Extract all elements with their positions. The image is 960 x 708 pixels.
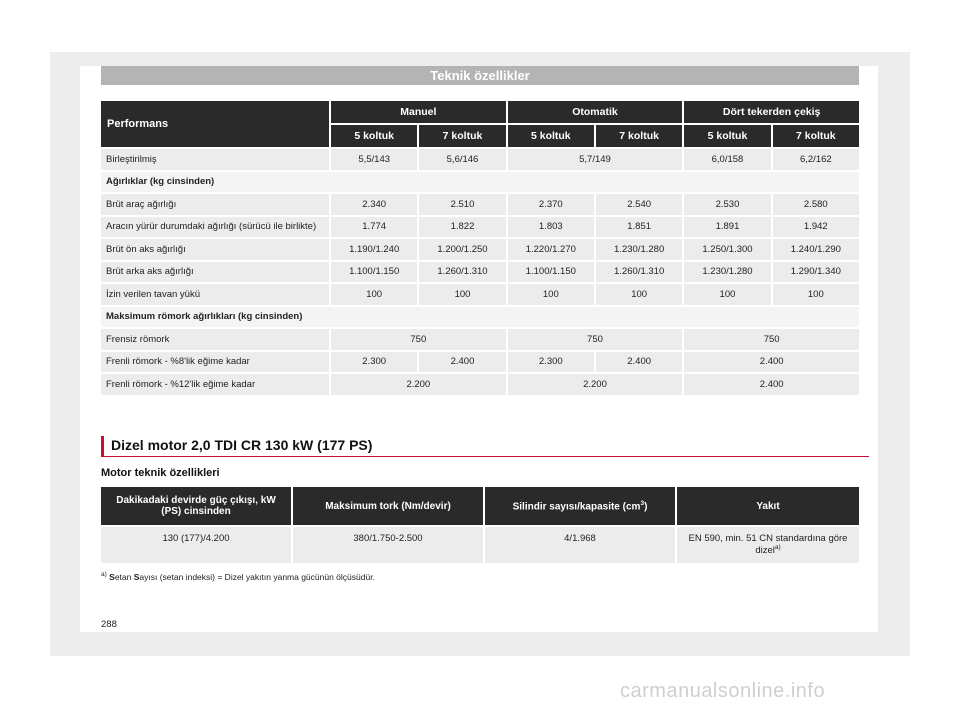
cell: 100 <box>331 284 417 305</box>
table-row <box>101 352 859 373</box>
header-cylinders-close: ) <box>644 501 648 513</box>
table-row <box>101 217 859 238</box>
cell: 5,5/143 <box>331 149 417 170</box>
table-row <box>101 527 859 563</box>
row-label: Brüt ön aks ağırlığı <box>101 239 329 260</box>
cell-fuel <box>677 527 859 563</box>
footnote-text: ayısı (setan indeksi) = Dizel yakıtın yanma gücünün ölçüsüdür. <box>139 571 375 582</box>
cell: 1.942 <box>773 217 859 238</box>
cell: 1.100/1.150 <box>331 262 417 283</box>
cell: 6,0/158 <box>684 149 770 170</box>
header-fuel: Yakıt <box>677 487 859 525</box>
cell: 100 <box>684 284 770 305</box>
header-torque: Maksimum tork (Nm/devir) <box>293 487 483 525</box>
performance-table <box>99 99 861 397</box>
cell: 1.190/1.240 <box>331 239 417 260</box>
cell: 1.822 <box>419 217 505 238</box>
cell: 1.250/1.300 <box>684 239 770 260</box>
cell: 750 <box>684 329 859 350</box>
engine-heading: Dizel motor 2,0 TDI CR 130 kW (177 PS) <box>101 436 869 457</box>
table-row <box>101 262 859 283</box>
cell: 1.290/1.340 <box>773 262 859 283</box>
row-label: Frenli römork - %12'lik eğime kadar <box>101 374 329 395</box>
cell: 2.510 <box>419 194 505 215</box>
row-label: Aracın yürür durumdaki ağırlığı (sürücü ile birlikte) <box>101 217 329 238</box>
sub-header: 7 koltuk <box>773 125 859 147</box>
cell: 2.400 <box>684 352 859 373</box>
table-row <box>101 307 859 328</box>
row-label: Birleştirilmiş <box>101 149 329 170</box>
cell: 1.230/1.280 <box>684 262 770 283</box>
cell: 2.200 <box>331 374 506 395</box>
row-label: Brüt arka aks ağırlığı <box>101 262 329 283</box>
cell: 1.891 <box>684 217 770 238</box>
cell: 380/1.750-2.500 <box>293 527 483 563</box>
sub-header: 5 koltuk <box>508 125 594 147</box>
cell: 5,7/149 <box>508 149 683 170</box>
cell: 1.200/1.250 <box>419 239 505 260</box>
cell: 2.540 <box>596 194 682 215</box>
row-label: Frenli römork - %8'lik eğime kadar <box>101 352 329 373</box>
group-header-manual: Manuel <box>331 101 506 123</box>
cell: 2.400 <box>419 352 505 373</box>
header-cylinders <box>485 487 675 525</box>
cell: 2.400 <box>684 374 859 395</box>
cell: 2.300 <box>331 352 417 373</box>
cell: 2.370 <box>508 194 594 215</box>
superscript: 3 <box>640 499 645 507</box>
cell: 2.200 <box>508 374 683 395</box>
engine-table <box>99 485 861 565</box>
cell: 1.220/1.270 <box>508 239 594 260</box>
table-row <box>101 172 859 193</box>
footnote-ref: a) <box>774 544 781 551</box>
sub-header: 5 koltuk <box>331 125 417 147</box>
header-power: Dakikadaki devirde güç çıkışı, kW (PS) cinsinden <box>101 487 291 525</box>
table-row <box>101 194 859 215</box>
cell: 1.230/1.280 <box>596 239 682 260</box>
row-label: İzin verilen tavan yükü <box>101 284 329 305</box>
cell: 1.851 <box>596 217 682 238</box>
table-row <box>101 149 859 170</box>
group-header-4wd: Dört tekerden çekiş <box>684 101 859 123</box>
footnote-mark: a) <box>101 571 107 578</box>
cell: 2.400 <box>596 352 682 373</box>
sub-header: 7 koltuk <box>596 125 682 147</box>
cell: 2.530 <box>684 194 770 215</box>
table-row <box>101 329 859 350</box>
cell: 2.300 <box>508 352 594 373</box>
cell: 1.803 <box>508 217 594 238</box>
sub-header: 5 koltuk <box>684 125 770 147</box>
cell: 1.240/1.290 <box>773 239 859 260</box>
cell: 1.260/1.310 <box>419 262 505 283</box>
table-row <box>101 284 859 305</box>
watermark: carmanualsonline.info <box>620 680 826 702</box>
section-label-weights: Ağırlıklar (kg cinsinden) <box>101 172 859 193</box>
cell: 100 <box>419 284 505 305</box>
group-header-automatic: Otomatik <box>508 101 683 123</box>
footnote-bold: S <box>133 571 140 582</box>
row-label: Frensiz römork <box>101 329 329 350</box>
table-row <box>101 374 859 395</box>
footnote-text: etan <box>114 571 134 582</box>
row-label: Brüt araç ağırlığı <box>101 194 329 215</box>
corner-header: Performans <box>101 101 329 147</box>
cell: 750 <box>508 329 683 350</box>
fuel-text: EN 590, min. 51 CN standardına göre dizel <box>688 533 848 557</box>
engine-subheading: Motor teknik özellikleri <box>101 467 220 479</box>
cell: 6,2/162 <box>773 149 859 170</box>
cell: 100 <box>773 284 859 305</box>
cell: 2.580 <box>773 194 859 215</box>
table-row <box>101 239 859 260</box>
cell: 750 <box>331 329 506 350</box>
cell: 4/1.968 <box>485 527 675 563</box>
page-number: 288 <box>101 619 117 630</box>
section-header: Teknik özellikler <box>101 66 859 85</box>
cell: 5,6/146 <box>419 149 505 170</box>
cell: 1.774 <box>331 217 417 238</box>
section-label-trailer: Maksimum römork ağırlıkları (kg cinsinden) <box>101 307 859 328</box>
header-cylinders-text: Silindir sayısı/kapasite (cm <box>512 501 641 513</box>
footnote <box>101 571 375 582</box>
cell: 2.340 <box>331 194 417 215</box>
cell: 1.100/1.150 <box>508 262 594 283</box>
cell: 100 <box>508 284 594 305</box>
cell: 1.260/1.310 <box>596 262 682 283</box>
cell: 100 <box>596 284 682 305</box>
sub-header: 7 koltuk <box>419 125 505 147</box>
cell: 130 (177)/4.200 <box>101 527 291 563</box>
footnote-bold: S <box>109 571 115 582</box>
